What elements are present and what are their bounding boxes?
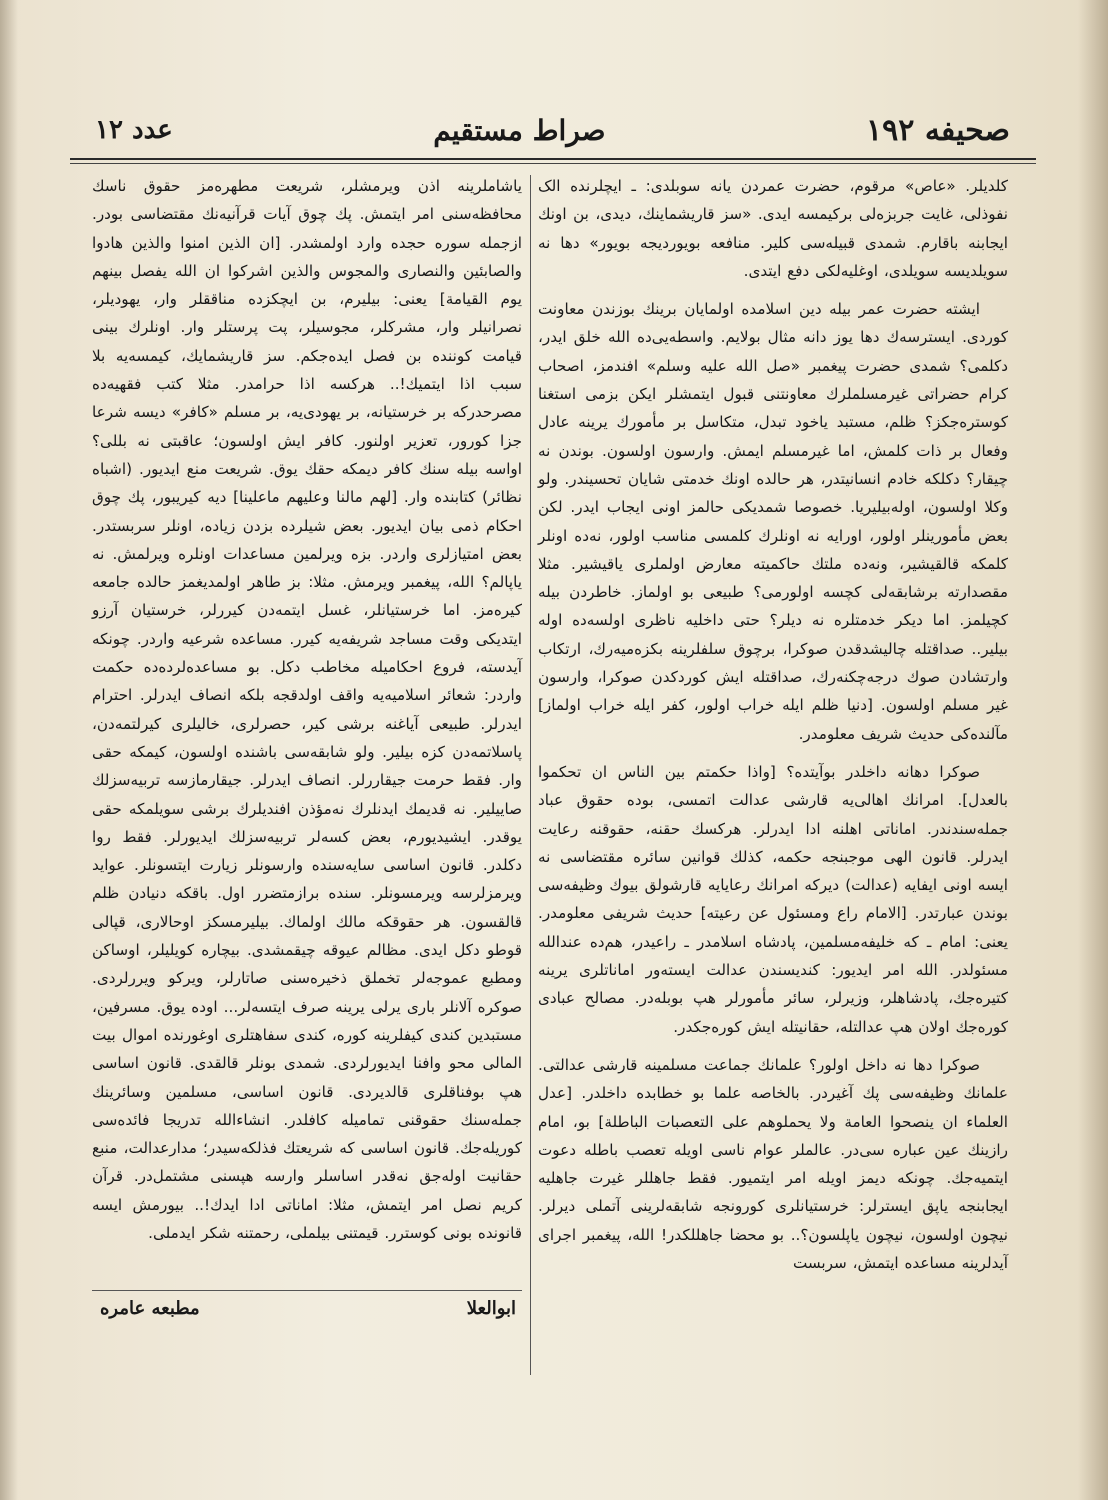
paragraph: ایشته حضرت عمر بیله دین اسلامده اولمایان برینك بوزندن معاونت کوردی. ایسترسه‌ك دها یوز دانه مثال بولایم. واسطه‌یی‌ده الله خلق ایدر، دکلمی؟ شمدی حضرت پیغمبر «صل الله علیه وسلم» افندمز، اصحاب کرام حضراتی غیرمسلملرك معاونتنی قبول ایتمشلر ایکن بزمی استغنا کوستره‌جکز؟ ظلم، مستبد یاخود تبدل، متکاسل بر مأمورك یرینه عادل وفعال بر ذات کلمش، اما غیرمسلم ایمش. وارسون اولسون. بوندن نه چیقار؟ دکلکه خادم انسانیتدر، هر حالده اونك خدمتی شایان تحسیندر. ولو وکلا اولسون، اوله‌بیلیریا. خصوصا شمدیکی حالمز اونی ایجاب ایدر. لکن بعض مأمورینلر اولور، اورایه نه اونلرك کلمسی مناسب اولور، نه‌ده اونلر کلمکه قالقیشیر، ونه‌ده ملتك حاکمیته معارض اولملری یاقیشیر. مثلا مقصدارته برشابقه‌لی کچسه اولورمی؟ طبیعی بو اولماز. خاطردن بیله کچیلمز. اما دیکر خدمتلره نه دیلر؟ حتی داخلیه ناظری اولسه‌ده اوله بیلیر.. صداقتله چالیشدقدن صوکرا، برچوق سلفلرینه بکزه‌میه‌رك، ارتکاب وارتشادن صوك درجه‌چکنه‌رك، صداقتله ایش کوردکدن صوکرا، وارسون غیر مسلم اولسون. [دنیا ظلم ایله خراب اولور، کفر ایله خراب اولماز] مآلنده‌کی حدیث شریف معلومدر. — [538, 300, 1008, 743]
paragraph: یاشاملرینه اذن ویرمشلر، شریعت مطهره‌مز حقوق ناسك محافظه‌سنی امر ایتمش. پك چوق آیات قرآنیه‌نك مقتضاسی بودر. ازجمله سوره حجده وارد اولمشدر. [ان الذین امنوا والذین هادوا والصابئین والنصاری والمجوس والذین اشرکوا ان الله یفصل بینهم یوم القیامة] یعنی: بیلیرم، بن ایچکزده مناققلر وار، یهودیلر، نصرانیلر وار، مشرکلر، مجوسیلر، پت پرستلر وار. اونلرك بینی قیامت کوننده بن فصل ایده‌جکم. سز قاریشمایك، کیمسه‌یه بلا سبب اذا ایتمیك!.. هرکسه اذا حرامدر. مثلا کتب فقهیه‌ده مصرحدرکه بر خرستیانه، بر یهودی‌یه، بر مسلم «کافر» دیسه شرعا جزا کورور، تعزیر اولنور. کافر ایش اولسون؛ عاقبتی نه بللی؟ اواسه بیله سنك کافر دیمکه حقك یوق. شریعت منع ایدیور. (اشباه نظائر) کتابنده وار. [لهم مالنا وعلیهم ماعلینا] دیه کیریبور، پك چوق احکام ذمی بیان ایدیور. بعض شیلرده بزدن زیاده، اونلر سربستدر. بعض امتیازلری واردر. بزه ویرلمین مساعدات اونلره ویرلمش. نه یاپالم؟ الله، پیغمبر ویرمش. مثلا: بز طاهر اولمدیغمز حالده جامعه کیره‌مز. اما خرستیانلر، غسل ایتمه‌دن کیررلر، خرستیان آرزو ایتدیکی وقت مساجد شریفه‌یه کیرر. مساعده شرعیه واردر. چونکه آیدسته، فروع احکامیله مخاطب دکل. بو مساعده‌لرده‌ده حکمت واردر: شعائر اسلامیه‌یه واقف اولدقجه بلکه انصاف ایدرلر. احترام ایدرلر. طبیعی آیاغنه برشی کیر، حصرلری، خالیلری کیرلتمه‌دن، پاسلاتمه‌دن کزه بیلیر. ولو شابقه‌سی باشنده اولسون، کیمکه حقی وار. فقط حرمت جیقاررلر. انصاف ایدرلر. جیقارمازسه تربیه‌سزلك صاییلیر. نه قدیمك ایدنلرك نه‌مؤذن افندیلرك برشی سویلمکه حقی یوقدر. ایشیدیورم، بعض کسه‌لر تربیه‌سزلك ایدیورلر. فقط روا دکلدر. قانون اساسی سایه‌سنده وارسونلر زیارت ایتسونلر. عواید ویرمزلرسه ویرمسونلر. سنده برازمتضرر اول. باقکه دنیادن ظلم قالقسون. هر حقوقکه مالك اولماك. بیلیرمسکز اوحالاری، قپالی قوطو دکل ایدی. مظالم عیوقه چیقمشدی. بیچاره کویلیلر، اوساکن ومطبع عموجه‌لر تخملق ذخیره‌سنی صاتارلر، ویرکو ویررلردی. صوکره آلانلر باری یرلی یرینه صرف ایتسه‌لر... اوده یوق. مسرفین، مستبدین کندی کیفلرینه کوره، کندی سفاهتلری اوغورنده اموال بیت المالی محو وافنا ایدیورلردی. شمدی بونلر قالقدی. قانون اساسی هپ بوفناقلری قالدیردی. قانون اساسی، مسلمین وسائرینك جمله‌سنك حقوقنی تمامیله کافلدر. انشاءالله تدریجا فائده‌سی کوریله‌جك. قانون اساسی که شریعتك فذلکه‌سیدر؛ مدارعدالت، منبع حقانیت اوله‌جق نه‌قدر اساسلر وارسه هپسنی مشتمل‌در. قرآن کریم نصل امر ایتمش، مثلا: اماناتی ادا ایدك!.. بیورمش ایسه قانونده بونی کوسترر. قیمتنی بیلملی، رحمتنه شکر ایدملی. — [92, 177, 522, 1242]
right-column — [538, 172, 1008, 1277]
page-header — [95, 108, 1010, 152]
left-column — [92, 172, 522, 1247]
paragraph: کلدیلر. «عاص» مرقوم، حضرت عمردن یانه سوبلدی: ـ ایچلرنده الک نفوذلی، غایت جربزه‌لی برکیمسه ایدی. «سز قاریشماینك، دیدی، بن اونك ایجابنه باقارم. شمدی قبیله‌سی کلیر. منافعه بویوردیجه بویور» دها نه سویلدیسه سویلدی، اوغلیه‌لکی دفع ایتدی. — [538, 177, 1008, 280]
issue-number: عدد ۱۲ — [95, 115, 173, 145]
author-signature: ابوالعلا — [466, 1298, 516, 1319]
page-edge-shadow-left — [0, 0, 18, 1500]
article-footer — [100, 1298, 516, 1319]
printer-name: مطبعه عامره — [100, 1298, 200, 1319]
footer-rule — [92, 1290, 522, 1291]
journal-masthead: صراط مستقیم — [433, 113, 606, 147]
page-number: صحیفه ۱۹۲ — [866, 112, 1010, 148]
header-rule — [70, 158, 1036, 160]
header-rule-thin — [70, 163, 1036, 164]
paragraph: صوکرا دها نه داخل اولور؟ علمانك جماعت مسلمینه قارشی عدالتی. علمانك وظیفه‌سی پك آغیردر. بالخاصه علما بو خطابده داخلدر. [عدل العلماء ان ینصحوا العامة ولا یحملوهم علی التعصبات الباطلة] بو، امام رازینك عین عباره سی‌در. عالملر عوام ناسی اویله تعصب باطله دعوت ایتمیه‌جك. چونکه دیمز اویله امر ایتمیور. فقط جاهللر غیرت جاهلیه ایجابنجه یاپق ایسترلر: خرستیانلری کورونجه شابقه‌لرینی آتملی دیرلر. نیچون اولسون، نیچون یاپلسون؟.. بو محضا جاهللکدر! الله، پیغمبر اجرای آیدلرینه مساعده ایتمش، سربست — [538, 1055, 1008, 1272]
page-edge-shadow-right — [1078, 0, 1108, 1500]
paragraph: صوکرا دهانه داخلدر بوآیتده؟ [واذا حکمتم بین الناس ان تحکموا بالعدل]. امرانك اهالی‌یه قارشی عدالت اتمسی، بوده حقوق عباد جمله‌سندندر. اماناتی اهلنه ادا ایدرلر. هرکسك حقنه، حقوقنه رعایت ایدرلر. قانون الهی موجبنجه حکمه، کذلك قوانین سائره مقتضاسی نه ایسه اونی ایفایه (عدالت) دیرکه امرانك رعایایه قارشولق بیوك وظیفه‌سی بوندن عبارتدر. [الامام راع ومسئول عن رعیته] حدیث شریفی معلومدر. یعنی: امام ـ که خلیفه‌مسلمین، پادشاه اسلامدر ـ راعیدر، هم‌ده عندالله مسئولدر. الله امر ایدیور: کندیسندن عدالت ایسته‌ور اماناتلری یرینه کتیره‌جك، پادشاهلر، وزیرلر، سائر مأمورلر هپ بوبله‌در. مصالح عبادی کوره‌جك اولان هپ عدالتله، حقانیتله ایش کوره‌جکدر. — [538, 762, 1008, 1036]
column-divider — [530, 175, 531, 1375]
